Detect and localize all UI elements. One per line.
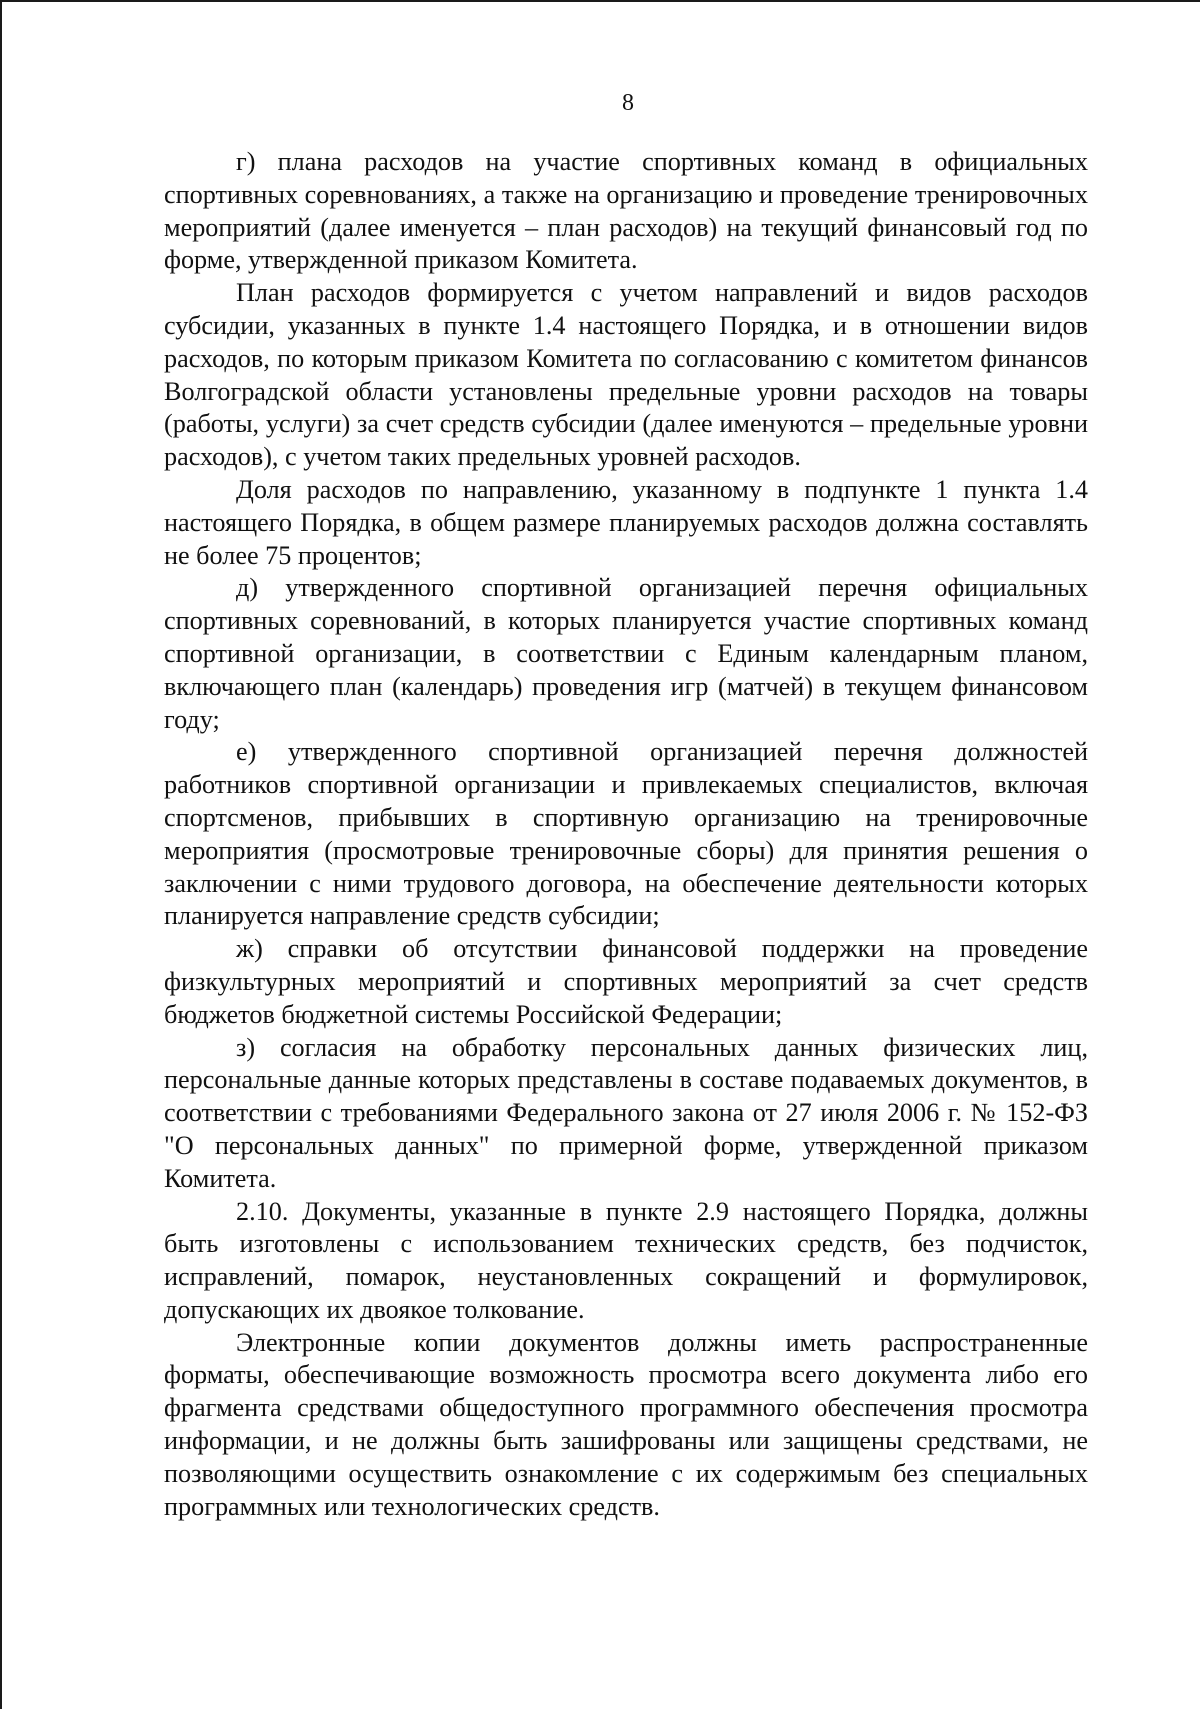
- paragraph-expense-share: Доля расходов по направлению, указанному в подпункте 1 пункта 1.4 настоящего Порядка, в общем размере планируемых расходов должна составлять не более 75 процентов;: [164, 474, 1088, 570]
- scan-edge-left: [0, 0, 2, 1709]
- document-body: [164, 146, 1088, 1523]
- paragraph-no-support-certificate: ж) справки об отсутствии финансовой поддержки на проведение физкультурных мероприятий и спортивных мероприятий за счет средств бюджетов бюджетной системы Российской Федерации;: [164, 934, 1088, 1029]
- paragraph-positions-list: е) утвержденного спортивной организацией перечня должностей работников спортивной организации и привлекаемых специалистов, включая спортсменов, прибывших в спортивную организацию на тренировочные мероприятия (просмотровые тренировочные сборы) для принятия решения о заключении с ними трудового договора, на обеспечение деятельности которых планируется направление средств субсидии;: [164, 737, 1088, 931]
- paragraph-plan-expenses: г) плана расходов на участие спортивных команд в официальных спортивных соревнованиях, а также на организацию и проведение тренировочных мероприятий (далее именуется – план расходов) на текущий финансовый год по форме, утвержденной приказом Комитета.: [164, 147, 1088, 275]
- paragraph-documents-requirements: 2.10. Документы, указанные в пункте 2.9 настоящего Порядка, должны быть изготовлены с использованием технических средств, без подчисток, исправлений, помарок, неустановленных сокращений и формулировок, допускающих их двоякое толкование.: [164, 1196, 1088, 1324]
- scan-edge-top: [0, 0, 1200, 2]
- paragraph-plan-formation: План расходов формируется с учетом направлений и видов расходов субсидии, указанных в пункте 1.4 настоящего Порядка, и в отношении видов расходов, по которым приказом Комитета по согласованию с комитетом финансов Волгоградской области установлены предельные уровни расходов на товары (работы, услуги) за счет средств субсидии (далее именуются – предельные уровни расходов), с учетом таких предельных уровней расходов.: [164, 278, 1088, 472]
- paragraph-competitions-list: д) утвержденного спортивной организацией перечня официальных спортивных соревнований, в которых планируется участие спортивных команд спортивной организации, в соответствии с Единым календарным планом, включающего план (календарь) проведения игр (матчей) в текущем финансовом году;: [164, 573, 1088, 734]
- paragraph-electronic-copies: Электронные копии документов должны иметь распространенные форматы, обеспечивающие возможность просмотра всего документа либо его фрагмента средствами общедоступного программного обеспечения просмотра информации, и не должны быть зашифрованы или защищены средствами, не позволяющими осуществить ознакомление с их содержимым без специальных программных или технологических средств.: [164, 1327, 1088, 1521]
- page-number: 8: [622, 90, 634, 116]
- paragraph-personal-data-consent: з) согласия на обработку персональных данных физических лиц, персональные данные которых представлены в составе подаваемых документов, в соответствии с требованиями Федерального закона от 27 июля 2006 г. № 152-ФЗ "О персональных данных" по примерной форме, утвержденной приказом Комитета.: [164, 1032, 1088, 1193]
